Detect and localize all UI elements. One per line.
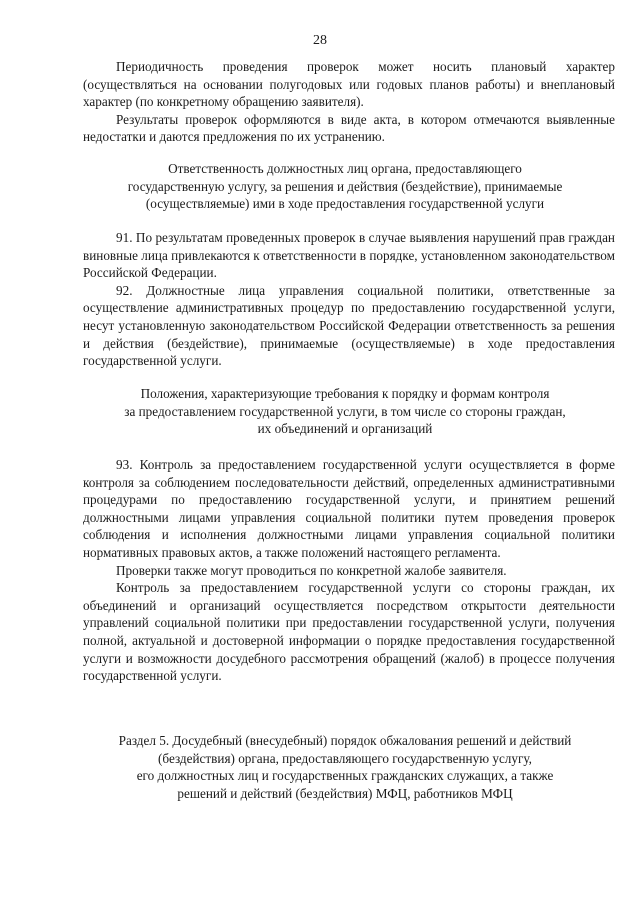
heading-line: Раздел 5. Досудебный (внесудебный) порядок обжалования решений и действий — [118, 733, 572, 748]
intro-section — [83, 58, 615, 146]
paragraph-92: 92. Должностные лица управления социальной политики, ответственные за осуществление административных процедур по предоставлению государственной услуги, несут установленную законодательством Российской Федерации ответственность за решения и действия (бездействие), принимаемые (осуществляемые) в ходе предоставления государственной услуги. — [83, 282, 615, 369]
paragraph-citizens-control: Контроль за предоставлением государственной услуги со стороны граждан, их объединений и организаций осуществляется посредством открытости деятельности управлений социальной политики при предоставлении государственной услуги, получения полной, актуальной и достоверной информации о порядке предоставления государственной услуги и возможности досудебного рассмотрения обращений (жалоб) в процессе получения государственной услуги. — [83, 580, 615, 684]
heading-line: (осуществляемые) ими в ходе предоставления государственной услуги — [145, 196, 545, 212]
heading-line: его должностных лиц и государственных гражданских служащих, а также — [136, 768, 554, 784]
heading-line: решений и действий (бездействия) МФЦ, работников МФЦ — [177, 785, 513, 801]
paragraph-complaint: Проверки также могут проводиться по конкретной жалобе заявителя. — [116, 562, 507, 578]
heading-control — [70, 385, 620, 438]
section5-heading — [70, 732, 620, 802]
heading-line: государственную услугу, за решения и действия (бездействие), принимаемые — [127, 178, 563, 194]
heading-responsibility — [70, 160, 620, 213]
heading-line: Положения, характеризующие требования к порядку и формам контроля — [140, 386, 550, 401]
heading-line: (бездействия) органа, предоставляющего государственную услугу, — [158, 750, 532, 766]
responsibility-section — [83, 229, 615, 370]
paragraph-periodicity: Периодичность проведения проверок может носить плановый характер (осуществляться на основании полугодовых или годовых планов работы) и внеплановый характер (по конкретному обращению заявителя). — [83, 59, 615, 110]
heading-line: их объединений и организаций — [257, 421, 433, 437]
heading-line: Ответственность должностных лиц органа, предоставляющего — [168, 161, 522, 176]
control-section — [83, 456, 615, 685]
paragraph-results: Результаты проверок оформляются в виде акта, в котором отмечаются выявленные недостатки и даются предложения по их устранению. — [83, 111, 615, 145]
paragraph-93: 93. Контроль за предоставлением государственной услуги осуществляется в форме контроля за соблюдением последовательности действий, определенных административными процедурами по предоставлению государственной услуги, и принятием решений должностными лицами управления социальной политики путем проведения проверок соблюдения и исполнения должностными лицами управления социальной политики нормативных правовых актов, а также положений настоящего регламента. — [83, 457, 615, 560]
page-number: 28 — [313, 33, 327, 48]
paragraph-91: 91. По результатам проведенных проверок в случае выявления нарушений прав граждан виновные лица привлекаются к ответственности в порядке, установленном законодательством Российской Федерации. — [83, 230, 615, 281]
heading-line: за предоставлением государственной услуги, в том числе со стороны граждан, — [124, 403, 566, 419]
